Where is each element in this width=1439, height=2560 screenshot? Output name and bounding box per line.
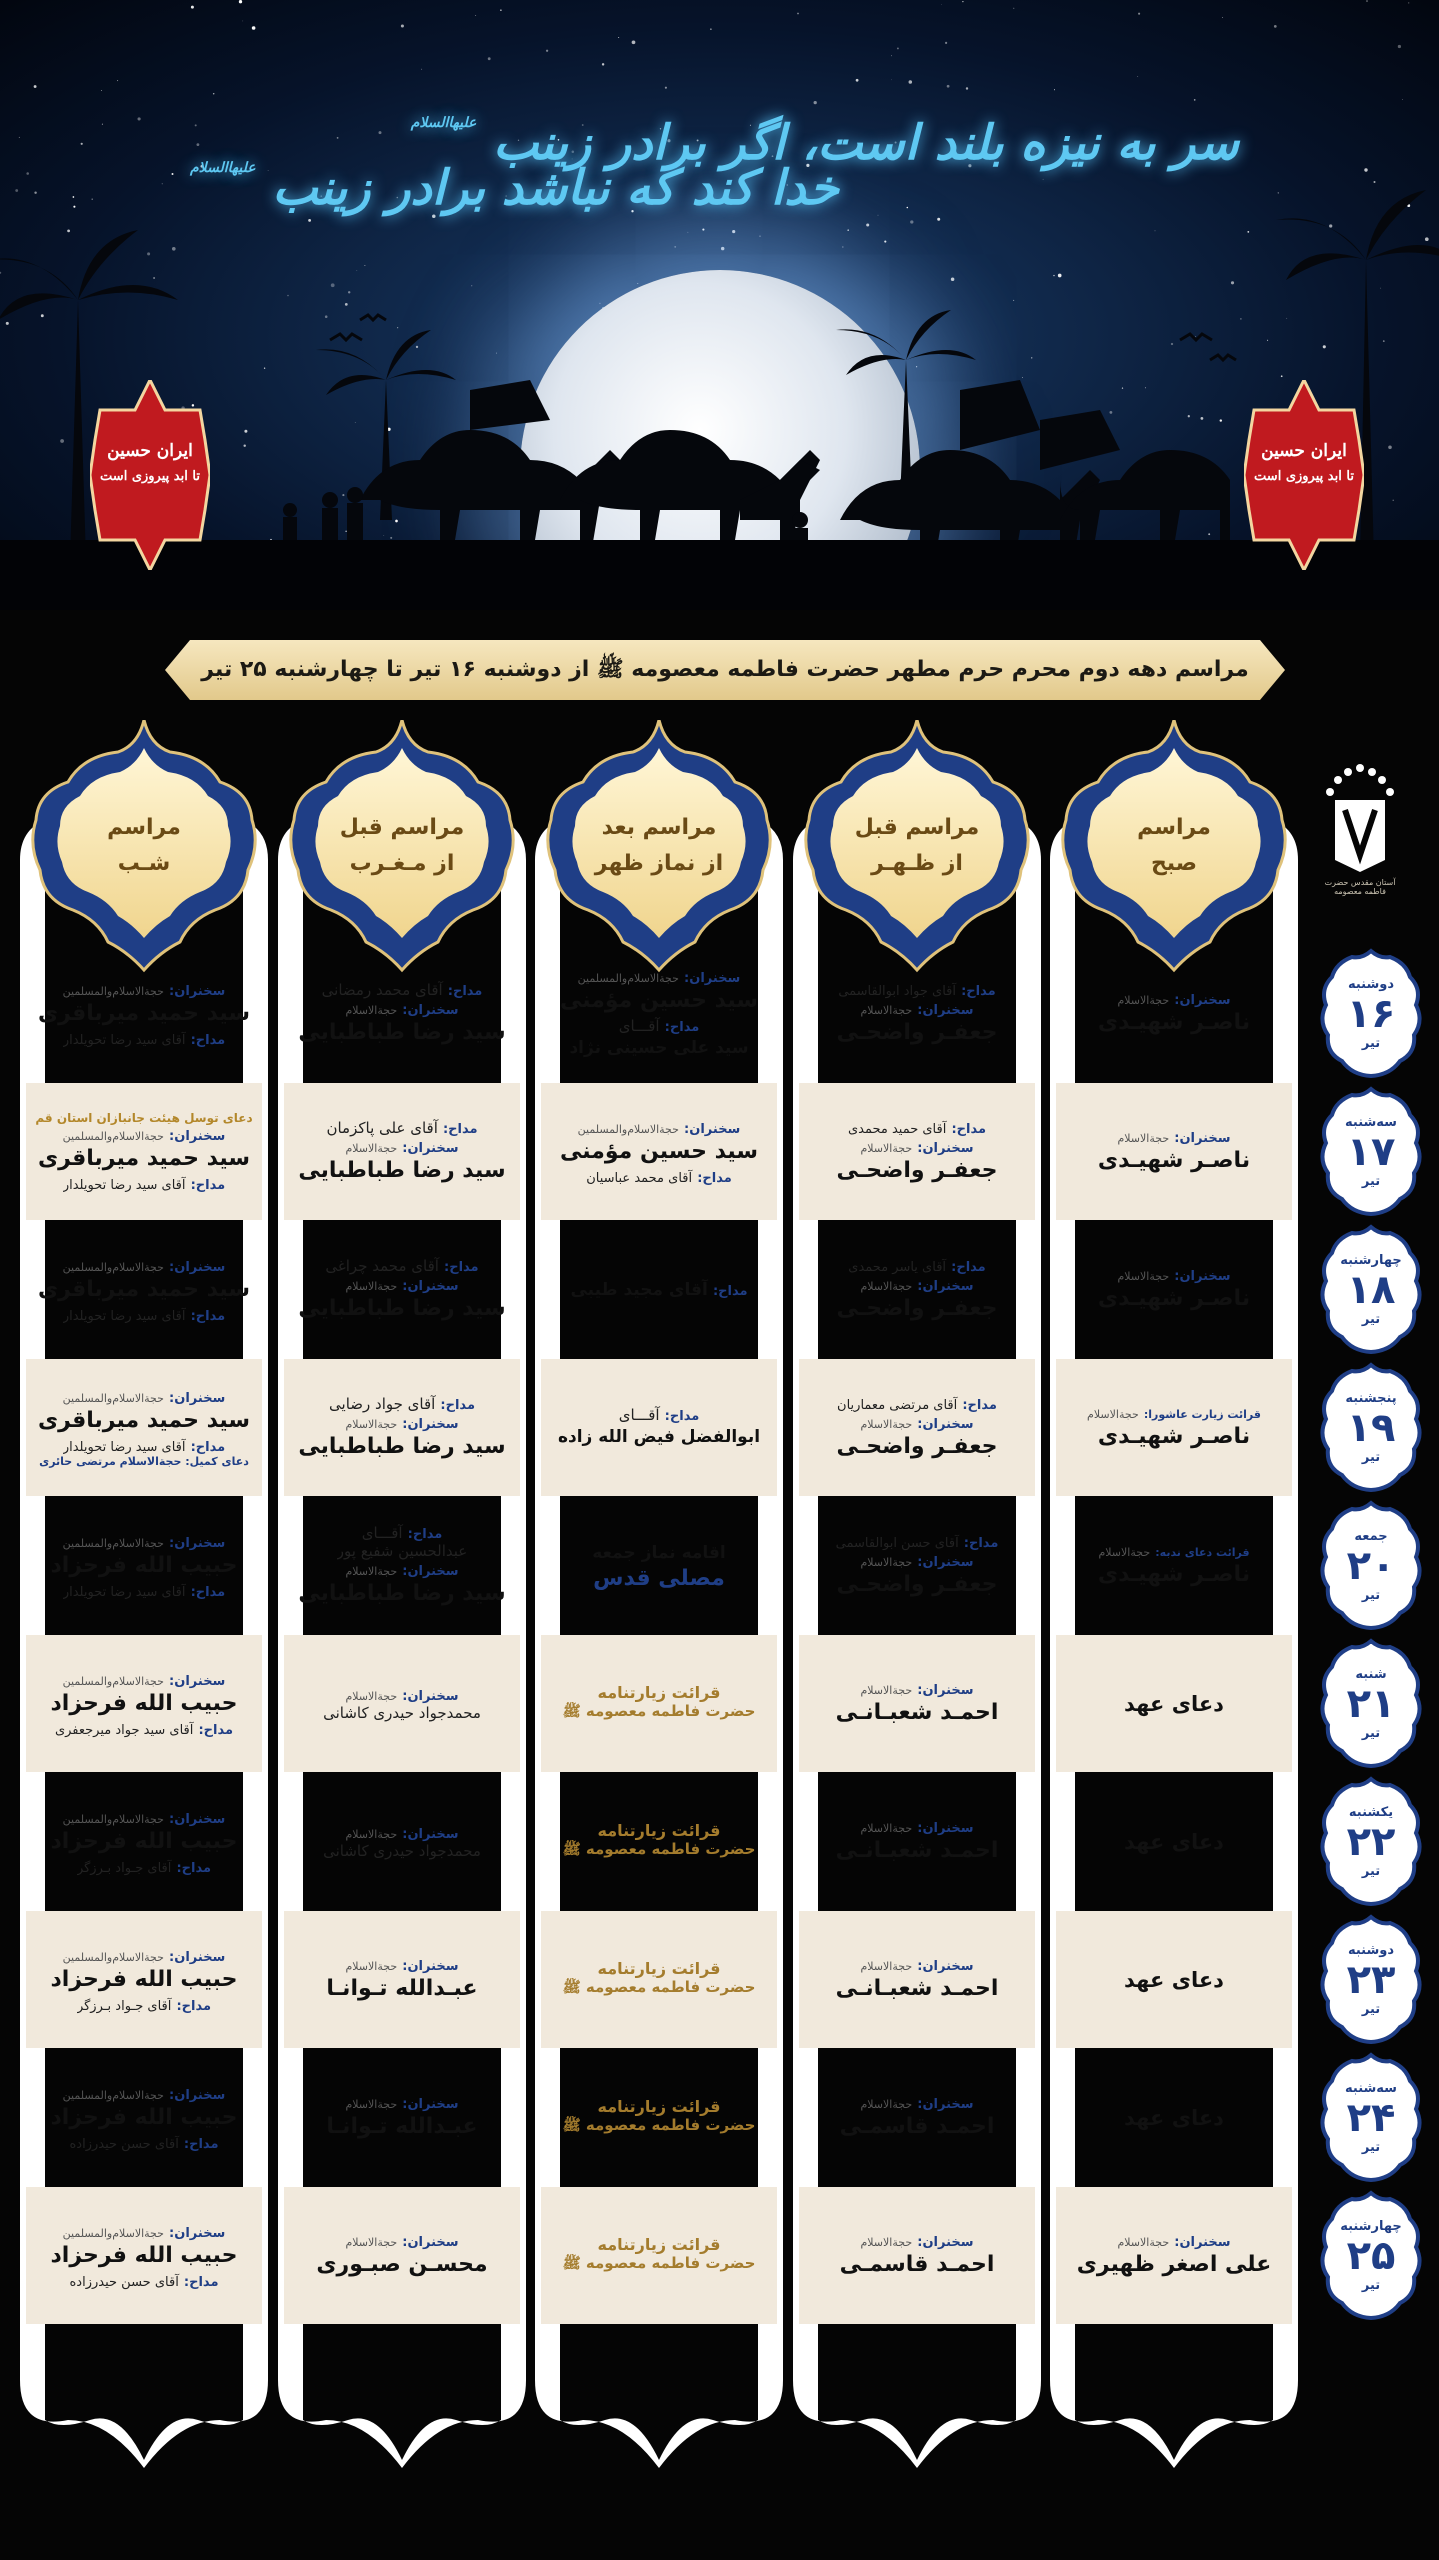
- schedule-cell: [26, 1497, 262, 1634]
- speaker-label: سخنران:: [917, 1002, 974, 1018]
- schedule-cell: [26, 1773, 262, 1910]
- madah-name: ابوالفضل فیض الله زاده: [557, 1427, 761, 1447]
- day-badge: [1318, 1911, 1428, 2048]
- honorific: حجة‌الاسلام: [860, 1003, 913, 1017]
- schedule-cell: [284, 2049, 520, 2186]
- schedule-cell: [26, 1083, 262, 1220]
- schedule-cell: [284, 945, 520, 1082]
- schedule-cell: [541, 1773, 777, 1910]
- speaker-label: سخنران:: [402, 1827, 459, 1842]
- madah-label: مداح:: [198, 1722, 234, 1738]
- madah-label: مداح:: [190, 1440, 226, 1455]
- schedule-cell: [799, 1635, 1035, 1772]
- madah-name: آقای سید رضا تحویلدار: [62, 1440, 186, 1455]
- speaker-label: سخنران:: [169, 983, 226, 999]
- ziarat-title: قرائت زیارتنامه: [597, 1821, 721, 1840]
- column-title: مراسم بعد از نماز ظهر: [594, 815, 724, 876]
- madah-label: مداح:: [951, 1259, 986, 1275]
- speaker-label: سخنران:: [169, 1535, 226, 1551]
- speaker-label: سخنران:: [169, 1128, 226, 1144]
- speaker-name: جعفـر واضحـی: [836, 1571, 998, 1597]
- day-name: جمعه: [1354, 1529, 1388, 1544]
- madah-label: مداح:: [407, 1526, 443, 1542]
- honorific: حجة‌الاسلام‌والمسلمین: [62, 1129, 164, 1143]
- madah-name: آقای علی پاکزمان: [326, 1118, 438, 1137]
- month-name: تیر: [1361, 1174, 1381, 1189]
- honorific: حجة‌الاسلام: [860, 1417, 913, 1431]
- speaker-label: سخنران:: [169, 2225, 226, 2241]
- friday-prayer-place: مصلی قدس: [593, 1566, 725, 1591]
- schedule-cell: [799, 1221, 1035, 1358]
- schedule-cell: [1056, 1635, 1292, 1772]
- honorific: حجة‌الاسلام: [1098, 1546, 1151, 1559]
- schedule-cell: [1056, 1359, 1292, 1496]
- honorific: حجة‌الاسلام: [860, 1684, 913, 1697]
- madah-name: آقای جواد ابوالقاسمی: [838, 983, 956, 999]
- schedule-cell: [284, 1221, 520, 1358]
- speaker-name: سید رضا طباطبایی: [298, 1019, 506, 1045]
- month-name: تیر: [1361, 1588, 1381, 1603]
- schedule-cell: [541, 1221, 777, 1358]
- schedule-cell: [1056, 1083, 1292, 1220]
- schedule-cell: [799, 1497, 1035, 1634]
- madah-name: آقای جواد رضایی: [329, 1394, 436, 1413]
- speaker-name: عبـدالله تـوانـا: [326, 2114, 478, 2139]
- madah-name: عبدالحسین شفیع پور: [336, 1541, 468, 1560]
- madah-name: آقای جـواد بـرزگر: [76, 1860, 172, 1876]
- madah-label: مداح:: [190, 1177, 226, 1193]
- month-name: تیر: [1361, 2278, 1381, 2293]
- day-badge: [1318, 1497, 1428, 1634]
- schedule-cell: [26, 945, 262, 1082]
- speaker-name: سید حمید میرباقری: [38, 1145, 250, 1171]
- speaker-name: حبیب الله فرحزاد: [50, 2242, 238, 2268]
- honorific: حجة‌الاسلام: [345, 1960, 398, 1973]
- honorific: حجة‌الاسلام‌والمسلمین: [62, 2226, 164, 2240]
- speaker-name: ناصـر شهیـدی: [1097, 1010, 1251, 1035]
- ziarat-subtitle: حضرت فاطمه معصومه ﷺ: [562, 1840, 756, 1858]
- honorific: حجة‌الاسلام: [345, 1279, 398, 1293]
- speaker-label: سخنران:: [402, 1563, 459, 1579]
- speaker-label: سخنران:: [402, 1002, 459, 1018]
- column-shab: [20, 720, 268, 2470]
- speaker-name: احمـد شعبـانـی: [835, 1976, 999, 2001]
- schedule-cell: [799, 1911, 1035, 2048]
- column-maghrib: [278, 720, 526, 2470]
- honorific: حجة‌الاسلام: [345, 1141, 398, 1155]
- month-name: تیر: [1361, 1312, 1381, 1327]
- honorific: حجة‌الاسلام: [345, 1564, 398, 1578]
- honorific: حجة‌الاسلام: [860, 1960, 913, 1973]
- iran-hossein-badge-left: ایران حسین تا ابد پیروزی است: [90, 380, 210, 570]
- ziarat-title: قرائت زیارتنامه: [597, 2097, 721, 2116]
- honorific: حجة‌الاسلام‌والمسلمین: [62, 1950, 164, 1964]
- schedule-cell: [799, 1083, 1035, 1220]
- madah-label: مداح:: [176, 1860, 212, 1876]
- madah-label: مداح:: [961, 983, 996, 999]
- schedule-cell: [541, 1359, 777, 1496]
- schedule-cell: [799, 945, 1035, 1082]
- madah-label: مداح:: [442, 1121, 478, 1137]
- honorific: حجة‌الاسلام‌والمسلمین: [62, 984, 164, 998]
- madah-label: مداح:: [444, 1259, 479, 1275]
- madah-name: آقای سید رضا تحویلدار: [62, 1584, 186, 1600]
- schedule-cell: [541, 1635, 777, 1772]
- schedule-cell: [284, 1083, 520, 1220]
- honorific: حجة‌الاسلام‌والمسلمین: [577, 1122, 679, 1136]
- day-badge: [1318, 945, 1428, 1082]
- madah-label: مداح:: [697, 1170, 732, 1186]
- speaker-label: سخنران:: [917, 1278, 974, 1294]
- speaker-name: محمدجواد حیدری کاشانی: [323, 1842, 481, 1860]
- ziarat-title: قرائت زیارتنامه: [597, 1959, 721, 1978]
- madah-name: آقای محمد عباسیان: [586, 1170, 693, 1186]
- ziarat-subtitle: حضرت فاطمه معصومه ﷺ: [562, 1978, 756, 1996]
- speaker-label: سخنران:: [169, 1673, 226, 1689]
- honorific: حجة‌الاسلام: [860, 1279, 913, 1293]
- day-badge: [1318, 1221, 1428, 1358]
- desert-ground: [0, 540, 1439, 610]
- day-number: ۲۳: [1346, 1957, 1396, 2003]
- honorific: حجة‌الاسلام‌والمسلمین: [62, 2088, 164, 2102]
- honorific: حجة‌الاسلام: [1117, 2236, 1170, 2249]
- madah-name: آقای سید رضا تحویلدار: [62, 1032, 186, 1048]
- honorific: حجة‌الاسلام‌والمسلمین: [62, 1392, 164, 1405]
- honorific: حجة‌الاسلام: [345, 1417, 398, 1431]
- schedule-cell: [541, 2049, 777, 2186]
- speaker-label: سخنران:: [402, 2235, 459, 2250]
- schedule-banner: [165, 640, 1285, 700]
- schedule-cell: [26, 2187, 262, 2324]
- madah-name: سید علی حسینی نژاد: [569, 1037, 749, 1058]
- speaker-name: سید حمید میرباقری: [38, 1000, 250, 1026]
- honorific: حجة‌الاسلام: [1117, 1132, 1170, 1145]
- day-name: پنجشنبه: [1345, 1391, 1397, 1406]
- day-number: ۲۰: [1346, 1543, 1396, 1589]
- hero-banner: [0, 0, 1439, 610]
- ziarat-subtitle: حضرت فاطمه معصومه ﷺ: [562, 1702, 756, 1720]
- speaker-label: سخنران:: [169, 1949, 226, 1965]
- dua-kumail-label: دعای کمیل: حجة‌الاسلام مرتضی حائری: [39, 1455, 249, 1468]
- speaker-name: علی اصغر ظهیری: [1076, 2252, 1272, 2277]
- honorific: حجة‌الاسلام‌والمسلمین: [62, 1812, 164, 1826]
- schedule-cell: [284, 1497, 520, 1634]
- honorific: حجة‌الاسلام: [345, 2098, 398, 2111]
- honorific: حجة‌الاسلام: [345, 1690, 398, 1703]
- day-name: چهارشنبه: [1340, 2219, 1402, 2234]
- day-number: ۱۸: [1346, 1267, 1396, 1313]
- schedule-cell: [541, 945, 777, 1082]
- day-badge: [1318, 1773, 1428, 1910]
- day-badge: [1318, 1359, 1428, 1496]
- day-name: یکشنبه: [1348, 1805, 1394, 1820]
- speaker-name: سید رضا طباطبایی: [298, 1580, 506, 1606]
- madah-title: آقـــای: [618, 1406, 660, 1424]
- schedule-cell: [1056, 1221, 1292, 1358]
- speaker-label: سخنران:: [917, 1554, 974, 1570]
- schedule-cell: [284, 1911, 520, 2048]
- speaker-name: ناصـر شهیـدی: [1097, 1424, 1251, 1449]
- honorific: حجة‌الاسلام: [860, 1555, 913, 1569]
- speaker-name: عبـدالله تـوانـا: [326, 1976, 478, 2001]
- speaker-label: سخنران:: [402, 2097, 459, 2112]
- caravan-silhouette: [0, 0, 1439, 610]
- schedule-cell: [541, 1083, 777, 1220]
- madah-label: مداح:: [176, 1998, 212, 2014]
- speaker-label: سخنران:: [402, 1689, 459, 1704]
- event-label: قرائت زیارت عاشورا:: [1143, 1408, 1261, 1421]
- month-name: تیر: [1361, 1726, 1381, 1741]
- speaker-label: سخنران:: [917, 2235, 974, 2250]
- honorific: حجة‌الاسلام: [860, 1822, 913, 1835]
- madah-label: مداح:: [440, 1397, 475, 1413]
- madah-label: مداح:: [963, 1535, 999, 1551]
- speaker-label: سخنران:: [169, 1259, 226, 1275]
- madah-name: آقای جـواد بـرزگر: [76, 1998, 172, 2014]
- schedule-cell: [1056, 945, 1292, 1082]
- speaker-label: سخنران:: [1174, 993, 1231, 1008]
- speaker-label: سخنران:: [402, 1959, 459, 1974]
- madah-name: آقای سید رضا تحویلدار: [62, 1308, 186, 1324]
- day-badge: [1318, 1635, 1428, 1772]
- speaker-name: احمـد قاسمـی: [839, 2252, 995, 2277]
- schedule-cell: [1056, 2187, 1292, 2324]
- event-label: قرائت دعای ندبه:: [1155, 1546, 1250, 1559]
- honorific: حجة‌الاسلام: [345, 2236, 398, 2249]
- month-name: تیر: [1361, 1036, 1381, 1051]
- madah-name: آقای حسن حیدرزاده: [69, 2274, 179, 2290]
- speaker-label: سخنران:: [917, 1959, 974, 1974]
- day-badge: [1318, 2187, 1428, 2324]
- schedule-cell: [284, 1359, 520, 1496]
- schedule-cell: [26, 2049, 262, 2186]
- madah-label: مداح:: [183, 2274, 219, 2290]
- month-name: تیر: [1361, 2140, 1381, 2155]
- madah-name: آقای سید رضا تحویلدار: [62, 1177, 186, 1193]
- speaker-name: حبیب الله فرحزاد: [50, 1552, 238, 1578]
- speaker-name: محمدجواد حیدری کاشانی: [323, 1704, 481, 1722]
- day-number: ۲۱: [1346, 1681, 1396, 1727]
- column-title: مراسم شـب: [107, 815, 181, 876]
- speaker-name: حبیب الله فرحزاد: [50, 2104, 238, 2130]
- speaker-label: سخنران:: [402, 1140, 459, 1156]
- honorific: حجة‌الاسلام: [1087, 1408, 1139, 1421]
- madah-label: مداح:: [190, 1032, 226, 1048]
- madah-label: مداح:: [962, 1397, 997, 1413]
- speaker-name: احمـد شعبـانـی: [835, 1700, 999, 1725]
- speaker-label: سخنران:: [402, 1416, 459, 1432]
- madah-name: آقای حسن حیدرزاده: [69, 2136, 179, 2152]
- speaker-label: سخنران:: [684, 970, 741, 986]
- honorific: حجة‌الاسلام: [1117, 1270, 1170, 1283]
- speaker-name: جعفـر واضحـی: [836, 1019, 998, 1045]
- speaker-label: سخنران:: [1174, 1131, 1231, 1146]
- friday-prayer-label: اقامه نماز جمعه: [592, 1543, 726, 1563]
- ziarat-subtitle: حضرت فاطمه معصومه ﷺ: [562, 2116, 756, 2134]
- dua-ahd-label: دعای عهد: [1124, 1829, 1224, 1854]
- month-name: تیر: [1361, 1450, 1381, 1465]
- schedule-cell: [541, 1497, 777, 1634]
- day-name: دوشنبه: [1347, 1943, 1395, 1958]
- speaker-label: سخنران:: [684, 1121, 741, 1137]
- speaker-label: سخنران:: [917, 1821, 974, 1836]
- schedule-cell: [799, 2187, 1035, 2324]
- schedule-cell: [541, 2187, 777, 2324]
- speaker-name: احمـد قاسمـی: [839, 2114, 995, 2139]
- calligraphy-left: خدا کند که نباشد برادر زینب $^{علیهاالسلام}$: [190, 160, 839, 216]
- schedule-cell: [26, 1911, 262, 2048]
- speaker-name: سید حسین مؤمنی: [560, 987, 758, 1013]
- speaker-name: سید حسین مؤمنی: [560, 1138, 758, 1164]
- schedule-cell: [284, 1773, 520, 1910]
- column-title: مراسم قبل از ظـهـر: [854, 815, 980, 876]
- speaker-name: جعفـر واضحـی: [836, 1157, 998, 1183]
- schedule-cell: [1056, 1773, 1292, 1910]
- speaker-label: سخنران:: [402, 1278, 459, 1294]
- dua-tavassol-label: دعای توسل هیئت جانبازان استان قم: [35, 1110, 253, 1125]
- schedule-cell: [541, 1911, 777, 2048]
- day-name: دوشنبه: [1347, 977, 1395, 992]
- schedule-cell: [284, 2187, 520, 2324]
- dua-ahd-label: دعای عهد: [1124, 1691, 1224, 1716]
- madah-name: آقای سید جواد میرجعفری: [54, 1722, 194, 1738]
- logo-caption: آستان مقدس حضرت فاطمه معصومه: [1324, 878, 1396, 896]
- speaker-name: سید حمید میرباقری: [38, 1408, 250, 1433]
- speaker-name: ناصـر شهیـدی: [1097, 1148, 1251, 1173]
- day-badge: [1318, 2049, 1428, 2186]
- madah-name: آقای یاسر محمدی: [848, 1259, 947, 1275]
- astan-logo: [1320, 760, 1400, 900]
- madah-label: مداح:: [183, 2136, 219, 2152]
- day-number: ۱۶: [1346, 991, 1396, 1037]
- madah-label: مداح:: [190, 1308, 226, 1324]
- honorific: حجة‌الاسلام: [1117, 994, 1170, 1007]
- column-zohr_after: [535, 720, 783, 2470]
- schedule-cell: [799, 2049, 1035, 2186]
- speaker-label: سخنران:: [917, 1683, 974, 1698]
- honorific: حجة‌الاسلام: [860, 1141, 913, 1155]
- speaker-name: سید رضا طباطبایی: [298, 1433, 506, 1459]
- schedule-cell: [799, 1359, 1035, 1496]
- speaker-label: سخنران:: [1174, 1269, 1231, 1284]
- schedule-cell: [1056, 2049, 1292, 2186]
- month-name: تیر: [1361, 1864, 1381, 1879]
- column-title: مراسم صبح: [1137, 815, 1211, 876]
- madah-label: مداح:: [664, 1019, 700, 1035]
- speaker-name: محسـن صبـوری: [316, 2252, 488, 2277]
- day-name: شنبه: [1355, 1667, 1387, 1682]
- madah-title: آقـــای: [618, 1016, 660, 1035]
- madah-name: آقای حمید محمدی: [847, 1121, 947, 1137]
- day-number: ۱۹: [1346, 1405, 1396, 1451]
- speaker-name: حبیب الله فرحزاد: [50, 1828, 238, 1854]
- speaker-name: جعفـر واضحـی: [836, 1295, 998, 1321]
- madah-label: مداح:: [712, 1283, 748, 1299]
- honorific: حجة‌الاسلام: [345, 1003, 398, 1017]
- honorific: حجة‌الاسلام‌والمسلمین: [62, 1674, 164, 1688]
- speaker-name: حبیب الله فرحزاد: [50, 1966, 238, 1992]
- schedule-cell: [26, 1221, 262, 1358]
- speaker-name: سید رضا طباطبایی: [298, 1157, 506, 1183]
- column-zohr_before: [793, 720, 1041, 2470]
- honorific: حجة‌الاسلام: [860, 2098, 913, 2111]
- dua-ahd-label: دعای عهد: [1124, 1967, 1224, 1992]
- column-sobh: [1050, 720, 1298, 2470]
- schedule-cell: [1056, 1497, 1292, 1634]
- madah-label: مداح:: [447, 983, 483, 999]
- month-name: تیر: [1361, 2002, 1381, 2017]
- speaker-label: سخنران:: [917, 1140, 974, 1156]
- column-title: مراسم قبل از مـغـرب: [339, 815, 465, 876]
- speaker-label: سخنران:: [1174, 2235, 1231, 2250]
- day-number: ۲۴: [1346, 2095, 1396, 2141]
- honorific: حجة‌الاسلام‌والمسلمین: [62, 1536, 164, 1550]
- iran-hossein-badge-right: ایران حسین تا ابد پیروزی است: [1244, 380, 1364, 570]
- dua-ahd-label: دعای عهد: [1124, 2105, 1224, 2130]
- honorific: حجة‌الاسلام‌والمسلمین: [577, 971, 679, 985]
- day-badge: [1318, 1083, 1428, 1220]
- banner-text: مراسم دهه دوم محرم حرم مطهر حضرت فاطمه معصومه ﷺ از دوشنبه ۱۶ تیر تا چهارشنبه ۲۵ تیر: [201, 657, 1249, 682]
- speaker-label: سخنران:: [917, 2097, 974, 2112]
- speaker-name: ناصـر شهیـدی: [1097, 1286, 1251, 1311]
- madah-name: آقای مجید طیبی: [570, 1279, 708, 1300]
- madah-title: آقـــای: [361, 1523, 403, 1542]
- ziarat-title: قرائت زیارتنامه: [597, 1683, 721, 1702]
- day-number: ۲۵: [1346, 2233, 1396, 2279]
- madah-name: آقای محمد چراغی: [325, 1256, 439, 1275]
- speaker-name: ناصـر شهیـدی: [1097, 1562, 1251, 1587]
- day-number: ۱۷: [1346, 1129, 1396, 1175]
- speaker-label: سخنران:: [169, 2087, 226, 2103]
- madah-name: آقای مرتضی معماریان: [837, 1397, 958, 1413]
- schedule-cell: [26, 1635, 262, 1772]
- speaker-label: سخنران:: [169, 1391, 226, 1406]
- honorific: حجة‌الاسلام: [860, 2236, 913, 2249]
- speaker-name: جعفـر واضحـی: [836, 1433, 998, 1459]
- schedule-cell: [284, 1635, 520, 1772]
- schedule-cell: [26, 1359, 262, 1496]
- madah-name: آقای محمد رمضانی: [321, 980, 443, 999]
- speaker-label: سخنران:: [169, 1811, 226, 1827]
- honorific: حجة‌الاسلام: [345, 1828, 398, 1841]
- speaker-name: سید حمید میرباقری: [38, 1276, 250, 1302]
- speaker-name: احمـد شعبـانـی: [835, 1838, 999, 1863]
- day-name: چهارشنبه: [1340, 1253, 1402, 1268]
- speaker-label: سخنران:: [917, 1416, 974, 1432]
- speaker-name: حبیب الله فرحزاد: [50, 1690, 238, 1716]
- ziarat-title: قرائت زیارتنامه: [597, 2235, 721, 2254]
- speaker-name: سید رضا طباطبایی: [298, 1295, 506, 1321]
- day-name: سه‌شنبه: [1345, 2081, 1397, 2096]
- madah-label: مداح:: [951, 1121, 987, 1137]
- schedule-cell: [799, 1773, 1035, 1910]
- day-number: ۲۲: [1346, 1819, 1396, 1865]
- schedule-cell: [1056, 1911, 1292, 2048]
- day-name: سه‌شنبه: [1345, 1115, 1397, 1130]
- madah-label: مداح:: [190, 1584, 226, 1600]
- honorific: حجة‌الاسلام‌والمسلمین: [62, 1260, 164, 1274]
- ziarat-subtitle: حضرت فاطمه معصومه ﷺ: [562, 2254, 756, 2272]
- madah-label: مداح:: [664, 1409, 700, 1424]
- madah-name: آقای حسن ابوالقاسمی: [835, 1535, 959, 1551]
- calligraphy-right: سر به نیزه بلند است، اگر برادر زینب $^{علیهاالسلام}$: [410, 115, 1239, 171]
